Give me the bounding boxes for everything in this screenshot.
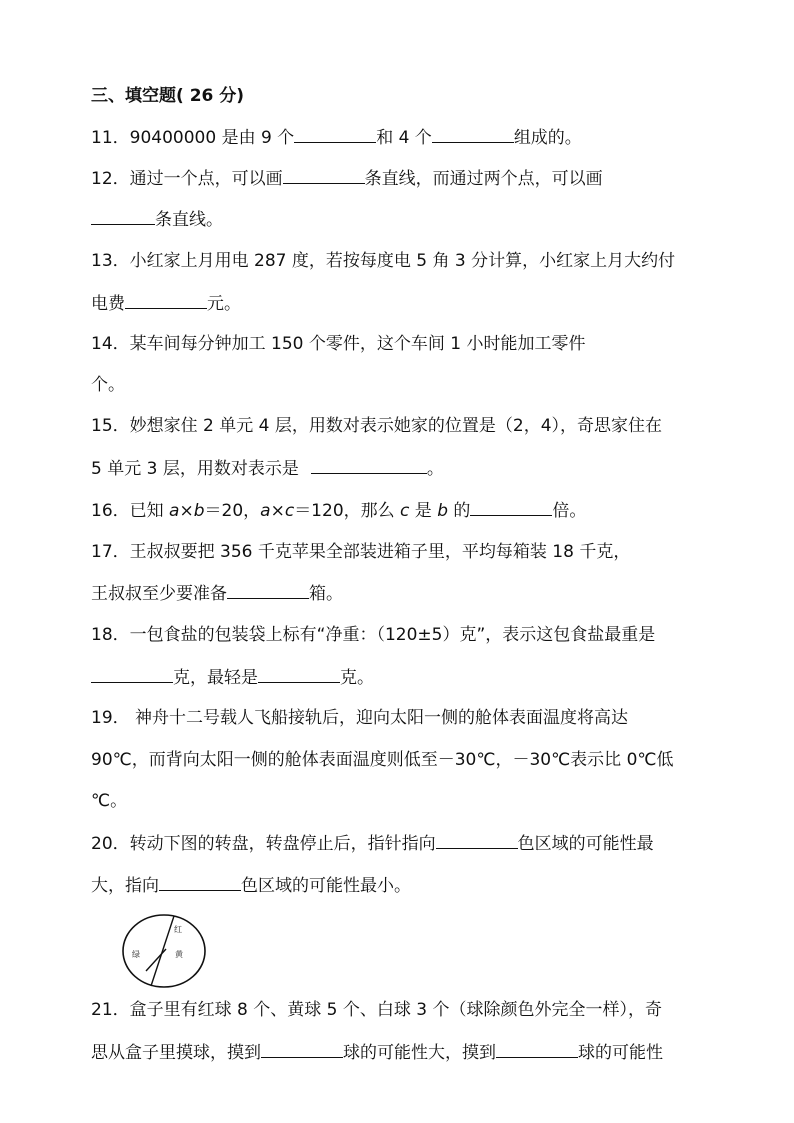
q20-text-a: 20．转动下图的转盘，转盘停止后，指针指向 (91, 834, 436, 854)
q12-text-c: 条直线。 (155, 210, 223, 230)
q21-blank-2[interactable] (496, 1039, 578, 1058)
q21-text-b: 球的可能性大，摸到 (343, 1043, 496, 1063)
question-20 (91, 830, 711, 856)
q18-blank-1[interactable] (91, 664, 173, 683)
question-21-cont (91, 1039, 711, 1065)
q12-text-a: 12．通过一个点，可以画 (91, 169, 283, 189)
q15-text-b: 。 (426, 459, 444, 479)
spinner-label-yellow: 黄 (175, 950, 183, 959)
spinner-divider (151, 916, 174, 986)
q18-blank-2[interactable] (258, 664, 340, 683)
question-12 (91, 165, 711, 191)
question-15: 15．妙想家住 2 单元 4 层，用数对表示她家的位置是（2，4），奇思家住在 (91, 416, 663, 436)
question-13: 13．小红家上月用电 287 度，若按每度电 5 角 3 分计算，小红家上月大约付 (91, 251, 676, 271)
question-17-cont (91, 580, 711, 606)
q11-text-c: 组成的。 (513, 128, 582, 148)
q16-var-c1: c (284, 501, 295, 521)
question-21: 21．盒子里有红球 8 个、黄球 5 个、白球 3 个（球除颜色外完全一样），奇 (91, 1000, 663, 1020)
question-18: 18．一包食盐的包装袋上标有“净重：（120±5）克”，表示这包食盐最重是 (91, 625, 656, 645)
q11-text-b: 和 4 个 (376, 128, 432, 148)
q21-text-a: 思从盒子里摸球，摸到 (91, 1043, 261, 1063)
q16-eq-2: ＝120，那么 (294, 501, 401, 521)
spinner-label-red: 红 (174, 925, 182, 934)
q21-text-c: 球的可能性 (578, 1043, 663, 1063)
question-20-cont (91, 872, 711, 898)
q11-text-a: 11．90400000 是由 9 个 (91, 128, 295, 148)
q16-var-c2: c (400, 501, 410, 521)
q20-blank-1[interactable] (436, 830, 518, 849)
q17-text-b: 箱。 (309, 584, 343, 604)
question-13-cont (91, 290, 711, 316)
q20-text-b: 色区域的可能性最 (517, 834, 654, 854)
q18-text-b: 克，最轻是 (173, 668, 258, 688)
q12-blank-2[interactable] (91, 206, 155, 225)
q15-text-a: 5 单元 3 层，用数对表示是 (91, 459, 299, 479)
section-title: 三、填空题( 26 分) (91, 86, 245, 106)
q20-text-d: 色区域的可能性最小。 (241, 876, 411, 896)
q15-blank[interactable] (311, 455, 427, 474)
q16-blank[interactable] (470, 497, 552, 516)
q11-blank-2[interactable] (432, 124, 514, 143)
q13-blank[interactable] (125, 290, 207, 309)
question-18-cont (91, 664, 711, 690)
question-16 (91, 497, 711, 523)
question-19-cont-2: ℃。 (91, 791, 128, 811)
question-14-cont: 个。 (91, 375, 125, 395)
q21-blank-1[interactable] (261, 1039, 343, 1058)
q20-text-c: 大，指向 (91, 876, 159, 896)
question-12-cont (91, 206, 711, 232)
q16-var-b2: b (437, 501, 449, 521)
spinner-pointer (146, 949, 166, 971)
question-17: 17．王叔叔要把 356 千克苹果全部装进箱子里，平均每箱装 18 千克， (91, 542, 631, 562)
spinner-label-green: 绿 (132, 950, 140, 959)
q16-times-2: × (270, 501, 285, 521)
question-19: 19． 神舟十二号载人飞船接轨后，迎向太阳一侧的舱体表面温度将高达 (91, 708, 629, 728)
q16-var-b1: b (193, 501, 205, 521)
q16-var-a1: a (169, 501, 180, 521)
q13-text-b: 元。 (207, 294, 241, 314)
q16-text-a: 16．已知 (91, 501, 170, 521)
q13-text-a: 电费 (91, 294, 125, 314)
q12-text-b: 条直线，而通过两个点，可以画 (364, 169, 603, 189)
question-15-cont (91, 455, 711, 481)
q16-var-a2: a (260, 501, 271, 521)
q16-eq-1: ＝20， (204, 501, 261, 521)
q18-text-c: 克。 (340, 668, 374, 688)
q16-text-of: 的 (448, 501, 471, 521)
q17-blank[interactable] (227, 580, 309, 599)
q16-times-1: × (179, 501, 194, 521)
spinner-diagram (121, 913, 207, 989)
question-11 (91, 124, 711, 150)
question-14: 14．某车间每分钟加工 150 个零件，这个车间 1 小时能加工零件 (91, 334, 586, 354)
q16-text-times: 倍。 (552, 501, 587, 521)
q16-text-is: 是 (409, 501, 438, 521)
q20-blank-2[interactable] (159, 872, 241, 891)
q17-text-a: 王叔叔至少要准备 (91, 584, 227, 604)
q11-blank-1[interactable] (294, 124, 376, 143)
q12-blank-1[interactable] (283, 165, 365, 184)
question-19-cont: 90℃，而背向太阳一侧的舱体表面温度则低至－30℃，－30℃表示比 0℃低 (91, 750, 674, 770)
